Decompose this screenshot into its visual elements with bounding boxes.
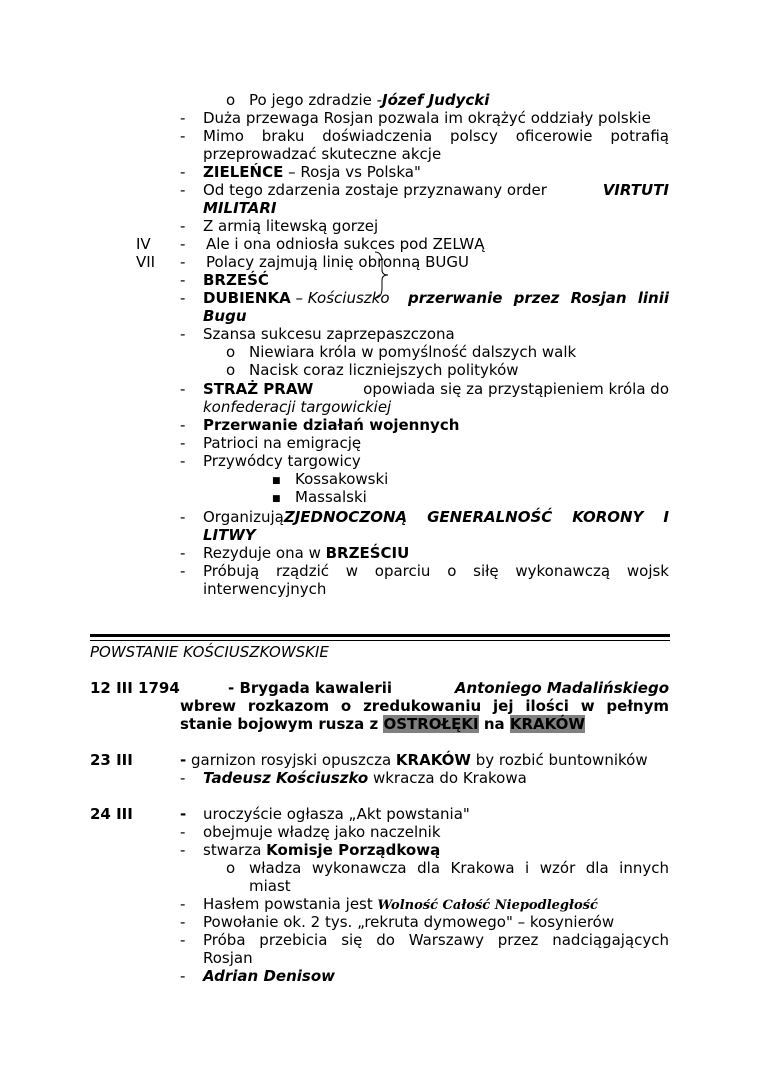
bullet-dash: - <box>180 805 187 823</box>
event-text-cont: stanie bojowym rusza z OSTROŁĘKI na KRAKÓW <box>180 715 585 733</box>
list-item: Przywódcy targowicy <box>203 452 361 470</box>
list-item: Niewiara króla w pomyślność dalszych walk <box>249 343 577 361</box>
list-item-cont: konfederacji targowickiej <box>203 398 392 416</box>
list-item-cont: miast <box>249 877 291 895</box>
bullet-dash: - <box>180 127 186 145</box>
list-item-cont: przeprowadzać skuteczne akcje <box>203 145 442 163</box>
list-item-cont: LITWY <box>203 526 256 544</box>
list-item: DUBIENKA – Kościuszko <box>203 289 390 307</box>
section-heading: POWSTANIE KOŚCIUSZKOWSKIE <box>90 643 329 661</box>
bullet-dash: - <box>180 271 186 289</box>
list-item: Polacy zajmują linię obronną BUGU <box>206 253 469 271</box>
list-item: stwarza Komisje Porządkową <box>203 841 441 859</box>
section-divider-thin <box>90 640 670 641</box>
bullet-square: ■ <box>272 494 281 504</box>
list-item: Patrioci na emigrację <box>203 434 362 452</box>
bullet-dash: - <box>180 163 186 181</box>
highlight-place: OSTROŁĘKI <box>383 715 479 733</box>
list-item: władza wykonawcza dla Krakowa i wzór dla innych <box>249 859 669 877</box>
bullet-dash: - <box>180 769 186 787</box>
list-item-cont: MILITARI <box>203 199 277 217</box>
list-item: Duża przewaga Rosjan pozwala im okrążyć oddziały polskie <box>203 109 651 127</box>
list-item: Organizują ZJEDNOCZONĄ GENERALNOŚĆ KORONY I <box>203 508 669 526</box>
bullet-dash: - <box>180 508 186 526</box>
bullet-dash: - <box>180 434 186 452</box>
list-item: Hasłem powstania jest Wolność Całość Niepodległość <box>203 895 598 913</box>
list-item: Powołanie ok. 2 tys. „rekruta dymowego" – kosynierów <box>203 913 615 931</box>
bullet-circle: o <box>226 343 236 361</box>
bullet-dash: - <box>180 841 186 859</box>
list-item-cont: interwencyjnych <box>203 580 327 598</box>
bullet-dash: - <box>180 895 186 913</box>
list-item: Kossakowski <box>295 470 389 488</box>
event-text: - garnizon rosyjski opuszcza KRAKÓW by rozbić buntowników <box>180 751 648 769</box>
bullet-circle: o <box>226 859 236 877</box>
list-item: uroczyście ogłasza „Akt powstania" <box>203 805 470 823</box>
bullet-square: ■ <box>272 476 281 486</box>
list-item: BRZEŚĆ <box>203 271 269 289</box>
bullet-dash: - <box>180 823 186 841</box>
bullet-dash: - <box>180 109 186 127</box>
list-item: Ale i ona odniosła sukces pod ZELWĄ <box>206 235 485 253</box>
list-item: Próbują rządzić w oparciu o siłę wykonawczą wojsk <box>203 562 669 580</box>
list-item: Tadeusz Kościuszko wkracza do Krakowa <box>203 769 527 787</box>
bullet-dash: - <box>180 289 186 307</box>
list-item: ZIELEŃCE – Rosja vs Polska" <box>203 163 421 181</box>
bullet-dash: - <box>180 544 186 562</box>
list-item: obejmuje władzę jako naczelnik <box>203 823 441 841</box>
margin-note: IV <box>136 235 151 253</box>
bullet-dash: - <box>180 931 186 949</box>
bullet-circle: o <box>226 361 236 379</box>
list-item: Od tego zdarzenia zostaje przyznawany order VIRTUTI <box>203 181 669 199</box>
list-item: Massalski <box>295 488 367 506</box>
date-label: 12 III 1794 <box>90 679 180 697</box>
list-item-cont: Bugu <box>203 307 247 325</box>
bullet-dash: - <box>180 325 186 343</box>
list-item: Szansa sukcesu zaprzepaszczona <box>203 325 455 343</box>
bullet-dash: - <box>180 235 186 253</box>
list-item: Adrian Denisow <box>203 967 335 985</box>
date-label: 24 III <box>90 805 133 823</box>
list-item-cont: Rosjan <box>203 949 253 967</box>
bullet-dash: - <box>180 913 186 931</box>
margin-note: VII <box>136 253 156 271</box>
list-item-part: przerwanie przez Rosjan linii <box>408 289 669 307</box>
bullet-dash: - <box>180 967 186 985</box>
bullet-dash: - <box>180 181 186 199</box>
bullet-dash: - <box>180 562 186 580</box>
highlight-place: KRAKÓW <box>509 715 585 733</box>
bullet-dash: - <box>180 253 186 271</box>
list-item: Mimo braku doświadczenia polscy oficerowie potrafią <box>203 127 669 145</box>
event-text: - Brygada kawalerii Antoniego Madalińskiego <box>228 679 669 697</box>
section-divider <box>90 634 670 637</box>
bullet-dash: - <box>180 416 186 434</box>
bullet-dash: - <box>180 380 186 398</box>
date-label: 23 III <box>90 751 133 769</box>
list-item: Po jego zdradzie -Józef Judycki <box>249 91 490 109</box>
bullet-dash: - <box>180 452 186 470</box>
event-text-cont: wbrew rozkazom o zredukowaniu jej ilości w pełnym <box>180 697 669 715</box>
list-item: Z armią litewską gorzej <box>203 217 379 235</box>
list-item: Rezyduje ona w BRZEŚCIU <box>203 544 410 562</box>
bullet-dash: - <box>180 217 186 235</box>
list-item: Nacisk coraz liczniejszych polityków <box>249 361 519 379</box>
list-item: Przerwanie działań wojennych <box>203 416 460 434</box>
list-item: Próba przebicia się do Warszawy przez nadciągających <box>203 931 669 949</box>
list-item: STRAŻ PRAW opowiada się za przystąpieniem króla do <box>203 380 669 398</box>
bullet-circle: o <box>226 91 236 109</box>
